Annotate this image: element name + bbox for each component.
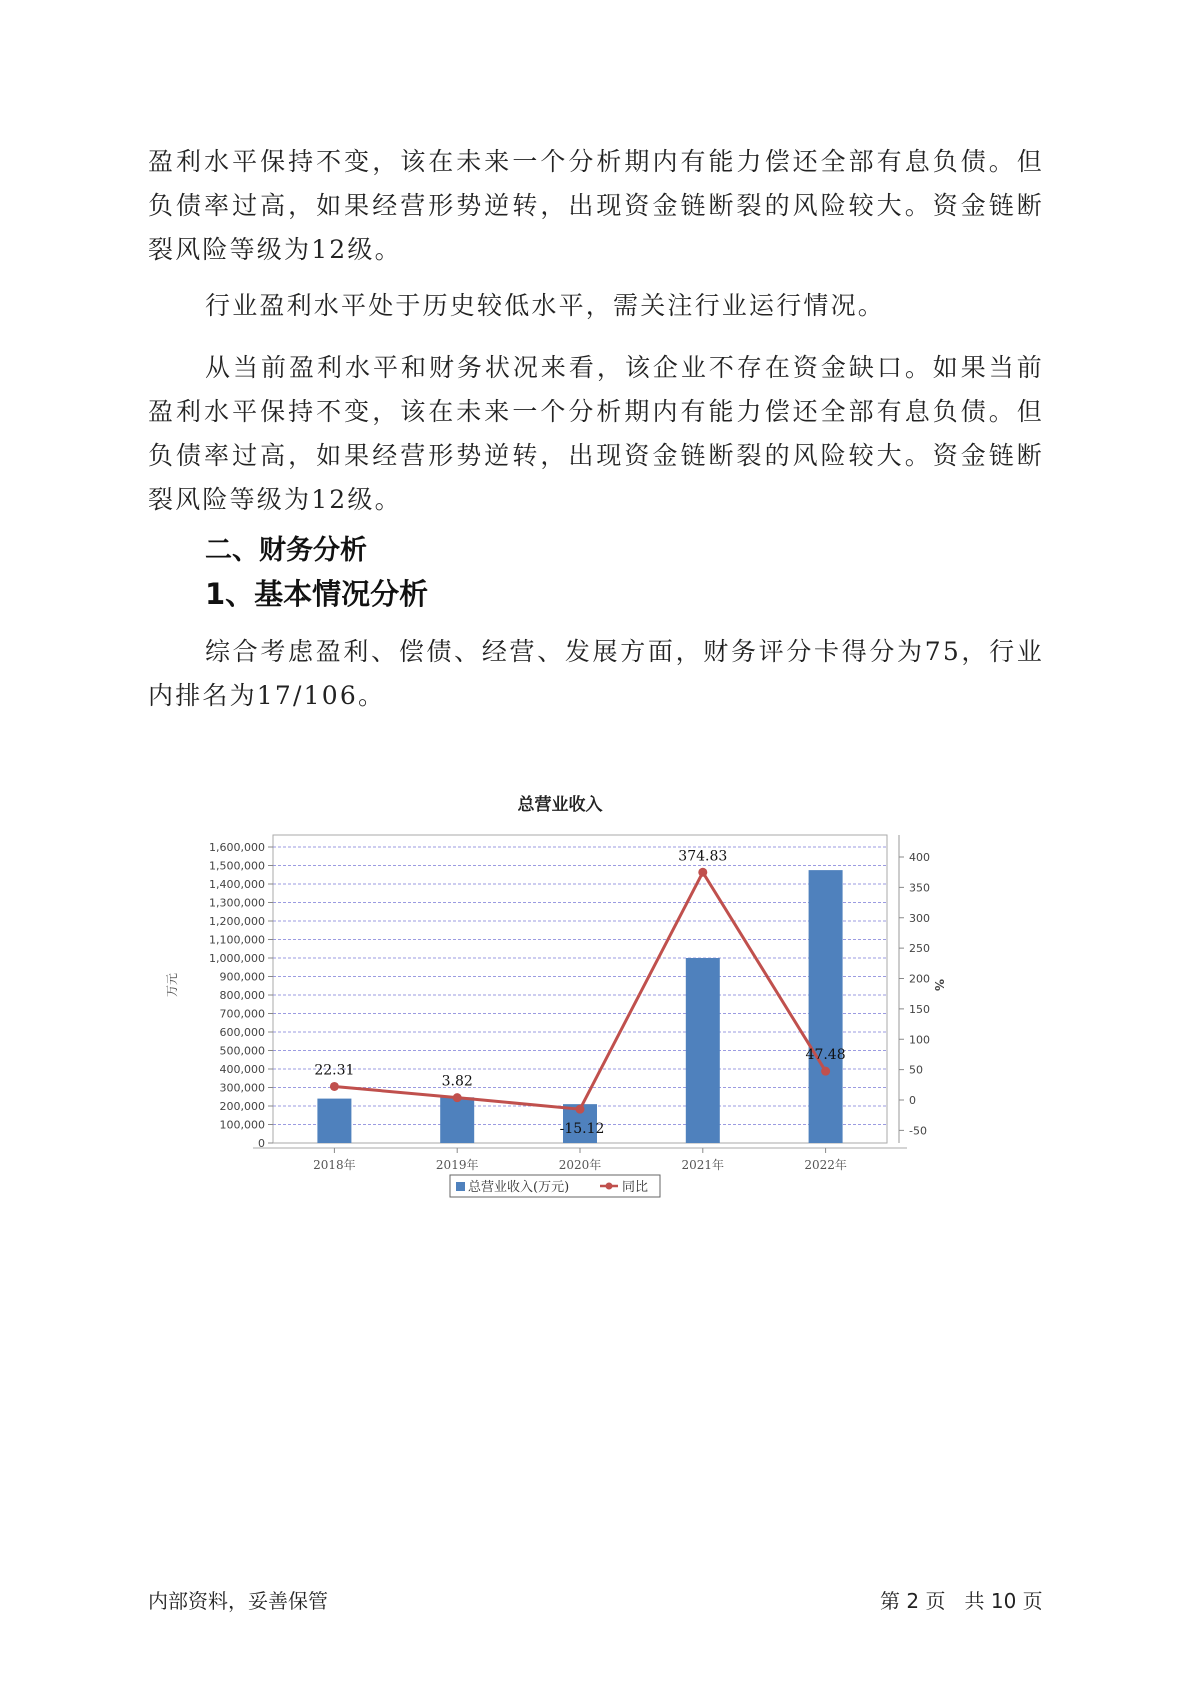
y-tick-label: 900,000 <box>219 970 265 984</box>
y-tick-label: 600,000 <box>219 1026 265 1039</box>
yoy-line <box>334 872 825 1109</box>
paragraph-risk-2: 从当前盈利水平和财务状况来看，该企业不存在资金缺口。如果当前盈利水平保持不变，该在未来一个分析期内有能力偿还全部有息负债。但负债率过高，如果经营形势逆转，出现资金链断裂的风险较大。资金链断裂风险等级为12级。 <box>148 353 1044 514</box>
y-tick-label: 500,000 <box>219 1044 265 1058</box>
y-tick-label: 200,000 <box>219 1100 265 1113</box>
legend-line-marker <box>606 1183 613 1190</box>
revenue-chart <box>160 790 1040 1250</box>
x-tick-label: 2021年 <box>681 1158 725 1172</box>
y-tick-label: 800,000 <box>219 989 265 1002</box>
y-tick-label: 1,100,000 <box>209 933 265 947</box>
y-tick-label: 300,000 <box>219 1081 265 1095</box>
yoy-point <box>576 1105 585 1114</box>
yoy-data-label: 22.31 <box>314 1062 355 1079</box>
y2-tick-label: -50 <box>909 1124 927 1138</box>
legend-bar-label: 总营业收入(万元) <box>468 1180 570 1195</box>
yoy-point <box>821 1067 830 1076</box>
y2-tick-label: 250 <box>909 942 930 956</box>
y-tick-label: 1,200,000 <box>209 915 265 928</box>
y-tick-label: 1,500,000 <box>209 859 265 873</box>
y2-tick-label: 150 <box>909 1002 930 1016</box>
subsection-heading: 1、基本情况分析 <box>205 577 429 611</box>
revenue-bar <box>686 958 720 1143</box>
section-heading: 二、财务分析 <box>205 535 367 566</box>
y-tick-label: 1,600,000 <box>209 841 265 854</box>
chart-title: 总营业收入 <box>517 795 603 815</box>
y2-tick-label: 200 <box>909 972 930 986</box>
y2-tick-label: 300 <box>909 911 930 925</box>
paragraph-industry: 行业盈利水平处于历史较低水平，需关注行业运行情况。 <box>205 291 886 320</box>
x-tick-label: 2022年 <box>804 1158 847 1172</box>
yoy-data-label: -15.12 <box>559 1121 605 1138</box>
footer-page-number: 第 2 页 共 10 页 <box>880 1589 1043 1613</box>
footer-confidential: 内部资料，妥善保管 <box>148 1589 328 1613</box>
plot-area <box>273 835 887 1143</box>
y-tick-label: 400,000 <box>219 1063 265 1076</box>
y-tick-label: 1,000,000 <box>209 952 265 965</box>
revenue-bar <box>317 1099 351 1143</box>
y2-axis-label: % <box>932 978 946 992</box>
x-tick-label: 2019年 <box>435 1158 479 1172</box>
y-tick-label: 1,300,000 <box>209 896 265 910</box>
x-tick-label: 2018年 <box>313 1158 356 1172</box>
y-axis-label: 万元 <box>165 972 179 998</box>
y2-tick-label: 50 <box>909 1063 923 1077</box>
x-tick-label: 2020年 <box>558 1158 602 1172</box>
y-tick-label: 100,000 <box>219 1118 265 1132</box>
y2-tick-label: 0 <box>909 1094 916 1107</box>
y-tick-label: 1,400,000 <box>209 878 265 891</box>
revenue-bar <box>809 870 843 1143</box>
revenue-bar <box>440 1097 474 1143</box>
legend-line-label: 同比 <box>622 1180 649 1195</box>
y2-tick-label: 100 <box>909 1033 930 1047</box>
yoy-data-label: 47.48 <box>805 1047 846 1064</box>
y2-tick-label: 350 <box>909 881 930 895</box>
yoy-point <box>330 1082 339 1091</box>
y2-tick-label: 400 <box>909 851 930 864</box>
y-tick-label: 700,000 <box>219 1007 265 1021</box>
legend-bar-swatch <box>456 1182 465 1191</box>
yoy-data-label: 374.83 <box>678 848 728 865</box>
paragraph-score: 综合考虑盈利、偿债、经营、发展方面，财务评分卡得分为75，行业内排名为17/106。 <box>148 637 1044 710</box>
y-tick-label: 0 <box>258 1137 265 1150</box>
yoy-point <box>453 1093 462 1102</box>
yoy-data-label: 3.82 <box>441 1073 473 1090</box>
paragraph-risk-1: 盈利水平保持不变，该在未来一个分析期内有能力偿还全部有息负债。但负债率过高，如果经营形势逆转，出现资金链断裂的风险较大。资金链断裂风险等级为12级。 <box>148 147 1044 264</box>
revenue-chart-svg <box>160 790 1040 1250</box>
yoy-point <box>698 868 707 877</box>
